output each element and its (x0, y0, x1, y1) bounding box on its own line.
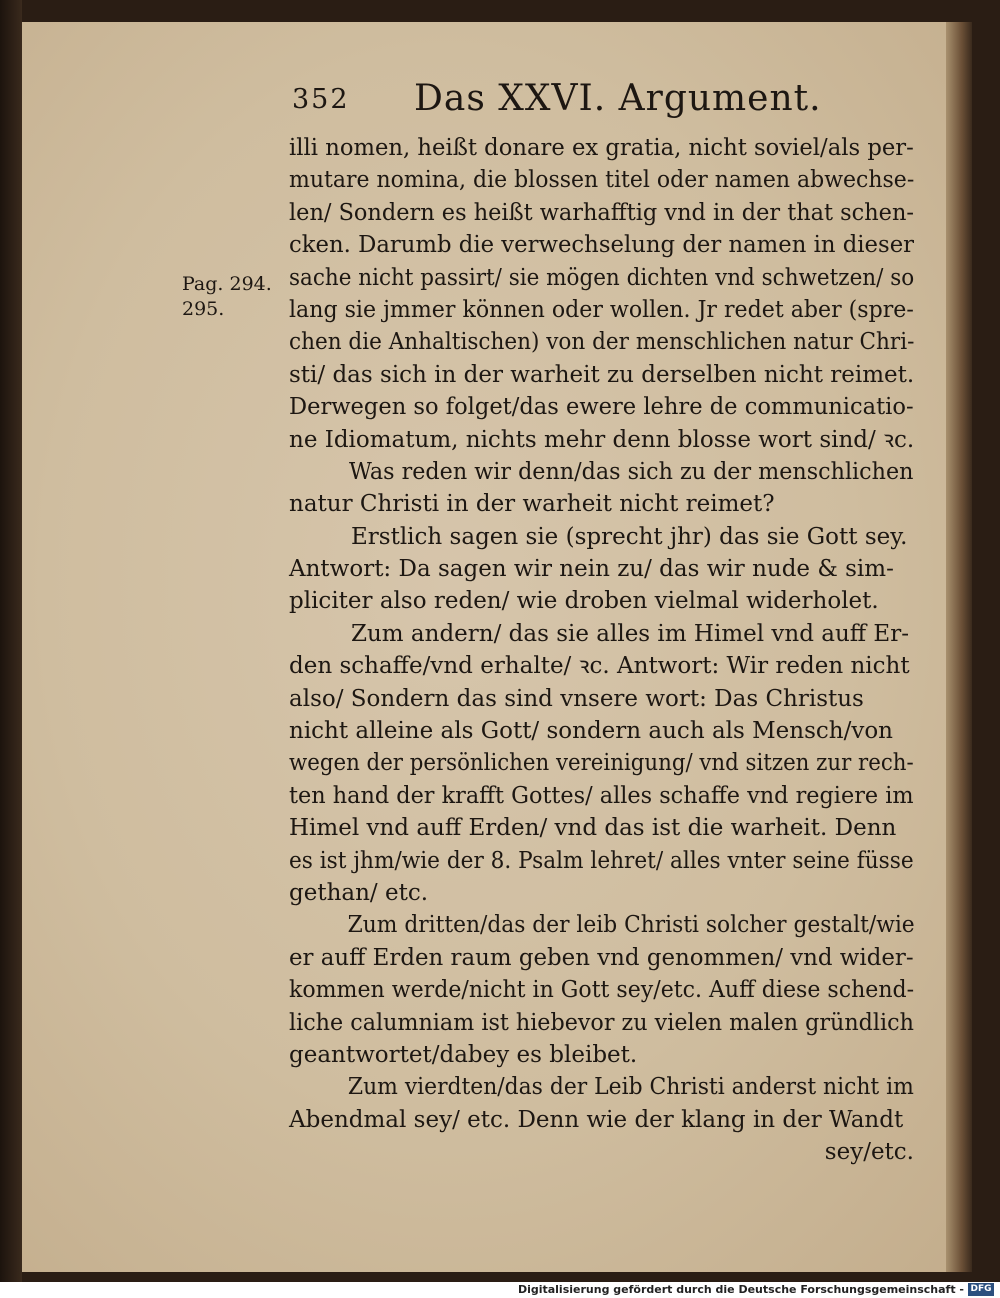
text-line: liche calumniam ist hiebevor zu vielen malen gründlich (289, 1009, 914, 1036)
text-line: natur Christi in der warheit nicht reimet? (289, 491, 775, 518)
funding-credit: Digitalisierung gefördert durch die Deutsche Forschungsgemeinschaft - (517, 1283, 964, 1296)
paragraph-start-line: Was reden wir denn/das sich zu der menschlichen (348, 458, 914, 485)
text-line: sache nicht passirt/ sie mögen dichten vnd schwetzen/ so (289, 264, 915, 291)
text-line: sti/ das sich in der warheit zu derselben nicht reimet. (289, 361, 915, 388)
dfg-logo-icon: DFG (968, 1283, 994, 1296)
text-line: pliciter also reden/ wie droben vielmal widerholet. (289, 588, 879, 615)
text-line: Antwort: Da sagen wir nein zu/ das wir nude & sim- (289, 556, 894, 583)
text-line: Abendmal sey/ etc. Denn wie der klang in der Wandt (289, 1106, 904, 1133)
text-line: wegen der persönlichen vereinigung/ vnd sitzen zur rech- (289, 750, 914, 777)
text-line: ne Idiomatum, nichts mehr denn blosse wort sind/ ꝛc. (289, 426, 915, 453)
book-binding-edge (0, 0, 22, 1282)
text-line: cken. Darumb die verwechselung der namen in dieser (289, 232, 915, 259)
margin-notes (182, 272, 292, 322)
page-gutter-edge (946, 22, 972, 1272)
paragraph-start-line: Zum vierdten/das der Leib Christi anderst nicht im (347, 1074, 914, 1101)
body-text (289, 132, 914, 1169)
text-line: er auff Erden raum geben vnd genommen/ vnd wider- (289, 944, 914, 971)
page-header (292, 78, 852, 124)
running-title: Das XXVI. Argument. (414, 78, 822, 119)
text-line: geantwortet/dabey es bleibet. (289, 1041, 638, 1068)
text-line: chen die Anhaltischen) von der menschlichen natur Chri- (289, 329, 915, 356)
text-line: kommen werde/nicht in Gott sey/etc. Auff diese schend- (289, 977, 915, 1004)
text-line: nicht alleine als Gott/ sondern auch als Mensch/von (289, 718, 893, 745)
catchword-line: sey/etc. (824, 1139, 914, 1166)
paragraph-start-line: Erstlich sagen sie (sprecht jhr) das sie Gott sey. (351, 523, 908, 550)
text-line: ten hand der krafft Gottes/ alles schaffe vnd regiere im (289, 782, 914, 809)
text-line: gethan/ etc. (289, 879, 429, 906)
text-line: Derwegen so folget/das ewere lehre de communicatio- (289, 394, 914, 421)
paragraph-start-line: Zum andern/ das sie alles im Himel vnd auff Er- (351, 620, 909, 647)
text-line: mutare nomina, die blossen titel oder namen abwechse- (289, 167, 915, 194)
text-line: es ist jhm/wie der 8. Psalm lehret/ alles vnter seine füsse (289, 847, 914, 874)
text-line: lang sie jmmer können oder wollen. Jr redet aber (spre- (289, 296, 914, 323)
page-number: 352 (292, 84, 350, 115)
margin-note-reference: Pag. 294. (182, 273, 272, 295)
text-line: den schaffe/vnd erhalte/ ꝛc. Antwort: Wir reden nicht (289, 653, 910, 680)
footer-bar (0, 1282, 1000, 1298)
text-line: also/ Sondern das sind vnsere wort: Das Christus (289, 685, 864, 712)
text-line: len/ Sondern es heißt warhafftig vnd in der that schen- (289, 199, 914, 226)
paragraph-start-line: Zum dritten/das der leib Christi solcher gestalt/wie (347, 912, 915, 939)
text-line: Himel vnd auff Erden/ vnd das ist die warheit. Denn (289, 815, 897, 842)
text-line: illi nomen, heißt donare ex gratia, nicht soviel/als per- (289, 135, 914, 161)
margin-note-reference: 295. (182, 298, 225, 320)
